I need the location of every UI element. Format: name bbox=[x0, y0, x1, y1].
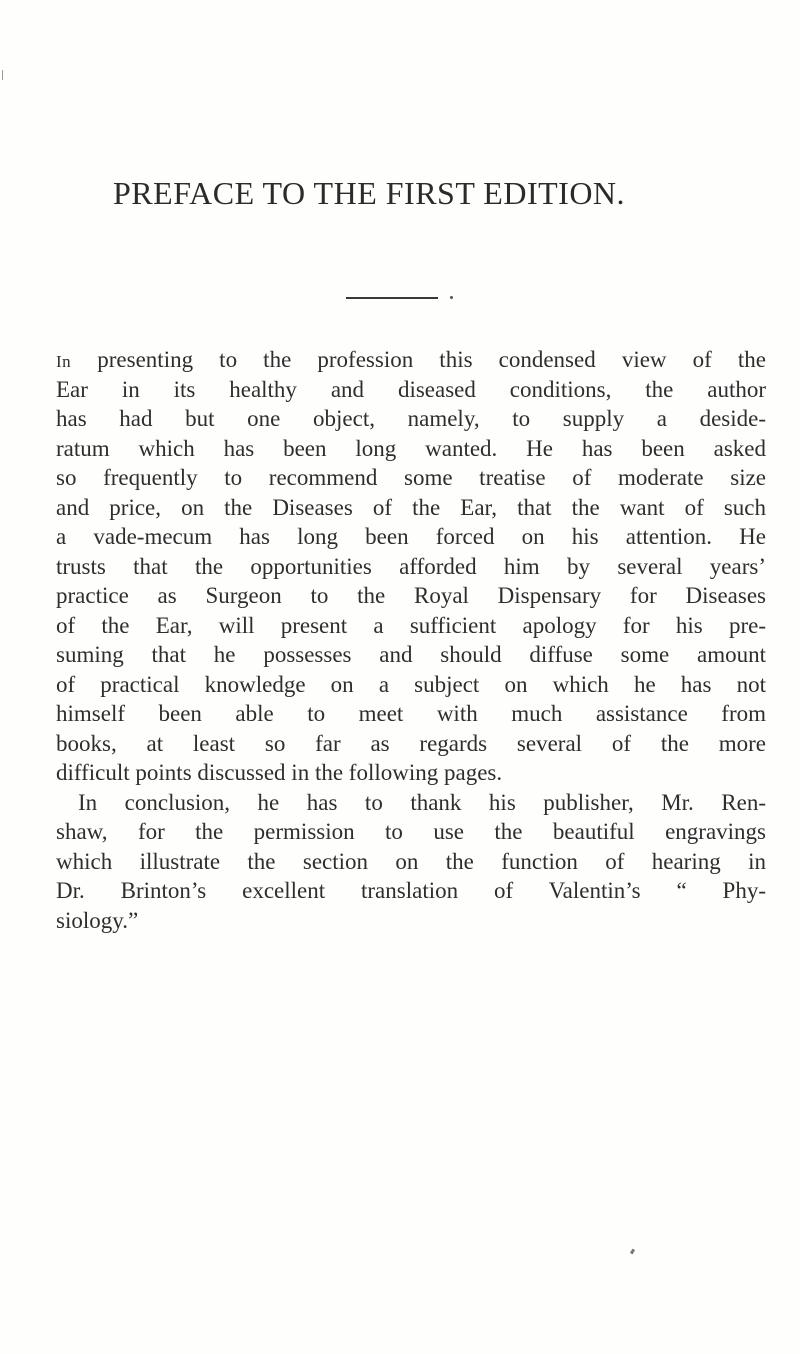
paragraph-line: ratum which has been long wanted. He has been asked bbox=[56, 435, 766, 461]
paragraph-line: and price, on the Diseases of the Ear, that the want of such bbox=[56, 494, 766, 520]
paragraph-line: which illustrate the section on the function of hearing in bbox=[56, 848, 766, 874]
paragraph-line: trusts that the opportunities afforded him by several years’ bbox=[56, 553, 766, 579]
drop-word: In bbox=[56, 352, 72, 371]
paragraph-line: Dr. Brinton’s excellent translation of Valentin’s “ Phy- bbox=[56, 878, 766, 903]
paragraph-line: a vade-mecum has long been forced on his attention. He bbox=[56, 524, 766, 549]
paragraph-line: has had but one object, namely, to supply a deside- bbox=[56, 406, 766, 431]
paragraph-1 bbox=[56, 345, 766, 788]
paragraph-line: suming that he possesses and should diffuse some amount bbox=[56, 642, 766, 667]
paragraph-line: books, at least so far as regards several of the more bbox=[56, 730, 766, 756]
paragraph-2 bbox=[56, 788, 766, 936]
divider-dot bbox=[450, 296, 453, 299]
paragraph-line: In conclusion, he has to thank his publisher, Mr. Ren- bbox=[78, 789, 766, 815]
page-title: PREFACE TO THE FIRST EDITION. bbox=[113, 175, 626, 211]
paragraph-line: practice as Surgeon to the Royal Dispensary for Diseases bbox=[56, 583, 766, 608]
paragraph-line: shaw, for the permission to use the beautiful engravings bbox=[56, 819, 766, 844]
line-text: presenting to the profession this condensed view of the bbox=[71, 347, 766, 372]
paragraph-line: himself been able to meet with much assistance from bbox=[56, 701, 766, 726]
paragraph-line: siology.” bbox=[56, 907, 139, 933]
paragraph-line: Ear in its healthy and diseased conditions, the author bbox=[56, 376, 766, 402]
title-divider bbox=[346, 297, 438, 299]
paragraph-line: of the Ear, will present a sufficient apology for his pre- bbox=[56, 612, 766, 638]
paragraph-line bbox=[56, 345, 766, 375]
page-edge-mark bbox=[2, 70, 3, 80]
paragraph-line: so frequently to recommend some treatise of moderate size bbox=[56, 465, 766, 490]
paragraph-line: difficult points discussed in the following pages. bbox=[56, 760, 503, 785]
ink-speck bbox=[630, 1249, 635, 1255]
paragraph-line: of practical knowledge on a subject on which he has not bbox=[56, 671, 766, 697]
preface-body bbox=[56, 345, 766, 935]
